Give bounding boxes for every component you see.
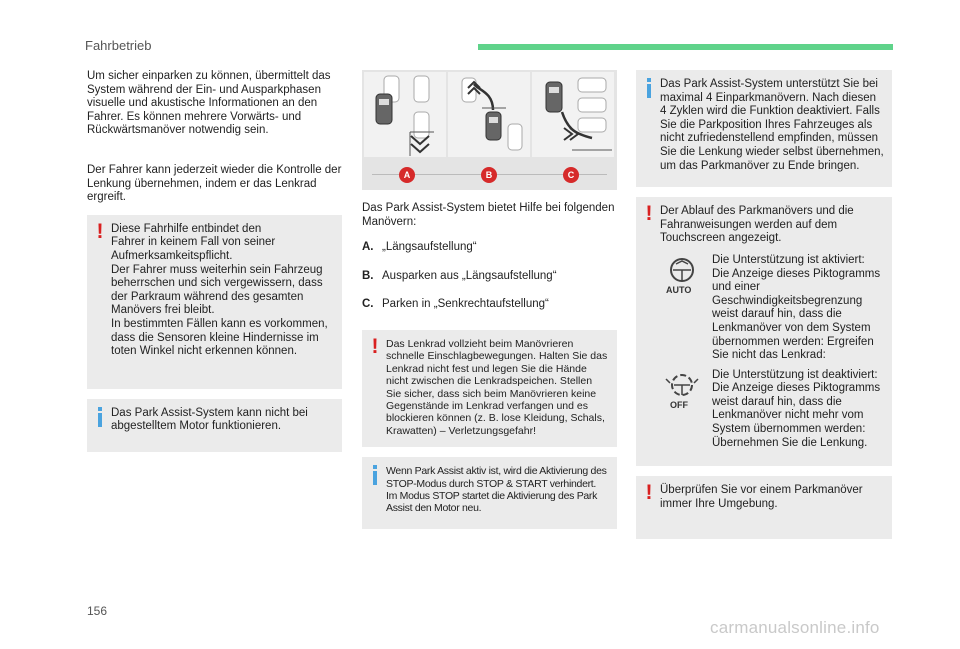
warning-line: Der Fahrer muss weiterhin sein Fahrzeug beherrschen und sich vergewissern, dass der Parkraum während des gesamten Manövers frei bleibt. (111, 263, 323, 317)
intro-paragraph: Um sicher einparken zu können, übermittelt das System während der Ein- und Ausparkphasen visuelle und akustische Informationen an den Fahrer. Es können mehrere Vorwärts- und Rückwärtsmanöver notwendig sein. (87, 70, 331, 137)
cycles-info-box (636, 70, 892, 187)
auto-text: Die Unterstützung ist aktiviert: Die Anzeige dieses Piktogramms und einer Geschwindigkeitsbegrenzung weist darauf hin, dass die Lenkmanöver von dem System übernommen werden: Ergreifen Sie nicht das Lenkrad: (712, 253, 881, 362)
surroundings-warning-box (636, 476, 892, 539)
warning-line: Fahrer in keinem Fall von seiner (111, 236, 276, 249)
watermark: carmanualsonline.info (710, 618, 880, 637)
item-text: „Längsaufstellung“ (382, 241, 477, 254)
surroundings-warning-text: Überprüfen Sie vor einem Parkmanöver immer Ihre Umgebung. (660, 484, 863, 510)
item-text: Parken in „Senkrechtaufstellung“ (382, 298, 549, 311)
badge-b: B (481, 167, 497, 183)
panel-a (364, 72, 446, 157)
touchscreen-warning-text: Der Ablauf des Parkmanövers und die Fahranweisungen werden auf dem Touchscreen angezeigt. (660, 205, 854, 245)
parallel-parking-illustration (364, 72, 446, 157)
parking-diagram (362, 70, 617, 190)
info-text: Das Park Assist-System kann nicht bei abgestelltem Motor funktionieren. (111, 406, 308, 433)
warning-icon: ! (645, 202, 653, 226)
info-icon (370, 464, 380, 484)
steering-warning-box (362, 330, 617, 447)
info-box (87, 399, 342, 452)
warning-icon: ! (96, 219, 104, 243)
column-3 (636, 70, 892, 539)
stop-start-info-box (362, 457, 617, 529)
maneuver-item-c (362, 298, 617, 312)
off-text: Die Unterstützung ist deaktiviert: Die Anzeige dieses Piktogramms weist darauf hin, dass die Lenkmanöver nicht mehr vom System übernommen werden: Übernehmen Sie die Lenkung. (712, 368, 881, 449)
column-2 (362, 70, 617, 529)
section-bar (478, 44, 893, 50)
touchscreen-warning-box (636, 197, 892, 466)
maneuver-item-a (362, 241, 617, 255)
panel-b (448, 72, 530, 157)
page-number: 156 (87, 604, 108, 618)
section-title: Fahrbetrieb (85, 38, 152, 53)
off-label: OFF (670, 399, 688, 410)
item-text: Ausparken aus „Längsaufstellung“ (382, 269, 557, 282)
cycles-info-text: Das Park Assist-System unterstützt Sie bei maximal 4 Einparkmanövern. Nach diesen 4 Zyklen wird die Funktion deaktiviert. Falls Sie die Parkposition Ihres Fahrzeuges als nicht zufriedenstellend empfinden, müssen Sie die Lenkung wieder selbst übernehmen, um das Parkmanöver zu Ende bringen. (660, 78, 884, 172)
info-icon (95, 406, 105, 426)
auto-row (660, 254, 884, 363)
column-1 (87, 70, 342, 452)
warning-line: Diese Fahrhilfe entbindet den (111, 222, 262, 235)
item-letter: A. (362, 241, 374, 254)
badge-a: A (399, 167, 415, 183)
exit-parallel-illustration (448, 72, 530, 157)
perpendicular-parking-illustration (532, 72, 614, 157)
item-letter: C. (362, 298, 374, 311)
maneuver-intro: Das Park Assist-System bietet Hilfe bei folgenden Manövern: (362, 202, 615, 228)
maneuver-item-b (362, 270, 617, 284)
steering-warning-text: Das Lenkrad vollzieht beim Manövrieren schnelle Einschlagbewegungen. Halten Sie das Lenkrad nicht fest und legen Sie die Hände nicht zwischen die Lenkradspeichen. Stellen Sie sicher, dass sich beim Manövrieren keine Gegenstände im Lenkrad verfangen und es blockieren können (z. B. lose Kleidung, Schals, Krawatten) – Verletzungsgefahr! (386, 337, 608, 437)
warning-line: In bestimmten Fällen kann es vorkommen, dass die Sensoren kleine Hindernisse im toten Winkel nicht erkennen können. (111, 317, 328, 358)
warning-line: Aufmerksamkeitspflicht. (111, 249, 233, 262)
warning-icon: ! (645, 481, 653, 505)
steering-auto-icon (662, 256, 702, 296)
steering-off-icon (662, 371, 702, 411)
auto-label: AUTO (666, 284, 692, 295)
badge-c: C (563, 167, 579, 183)
control-paragraph: Der Fahrer kann jederzeit wieder die Kontrolle der Lenkung übernehmen, indem er das Lenkrad ergreift. (87, 163, 342, 204)
info-icon (644, 77, 654, 97)
stop-start-info-text: Wenn Park Assist aktiv ist, wird die Aktivierung des STOP-Modus durch STOP & START verhindert. Im Modus STOP startet die Aktivierung des Park Assist den Motor neu. (386, 465, 607, 515)
panel-c (532, 72, 614, 157)
warning-box (87, 215, 342, 389)
item-letter: B. (362, 269, 374, 282)
warning-icon: ! (371, 334, 379, 358)
off-row (660, 369, 884, 451)
